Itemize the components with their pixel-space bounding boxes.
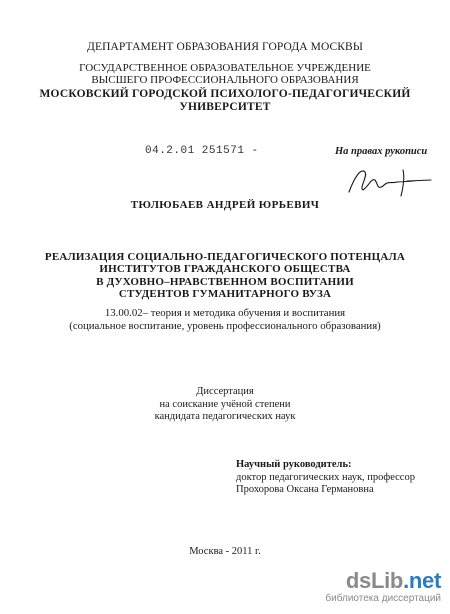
- university-name: [0, 88, 450, 114]
- dslib-logo-part-1: dsLib: [345, 568, 404, 593]
- specialty-detail-line: (социальное воспитание, уровень профессионального образования): [69, 319, 381, 332]
- institution-type: [0, 62, 450, 86]
- author-signature: [345, 162, 435, 200]
- title-line-1: РЕАЛИЗАЦИЯ СОЦИАЛЬНО-ПЕДАГОГИЧЕСКОГО ПОТЕНЦАЛА: [44, 251, 406, 263]
- institution-type-line-2: ВЫСШЕГО ПРОФЕССИОНАЛЬНОГО ОБРАЗОВАНИЯ: [91, 74, 359, 86]
- manuscript-rights-note: На правах рукописи: [335, 146, 428, 157]
- advisor-label: Научный руководитель:: [236, 459, 352, 470]
- title-line-4: СТУДЕНТОВ ГУМАНИТАРНОГО ВУЗА: [118, 287, 332, 300]
- dissertation-title: [0, 251, 450, 300]
- university-name-line-2: УНИВЕРСИТЕТ: [179, 101, 271, 113]
- degree-statement-line-3: кандидата педагогических наук: [154, 411, 296, 422]
- university-name-line-1: МОСКОВСКИЙ ГОРОДСКОЙ ПСИХОЛОГО-ПЕДАГОГИЧЕСКИЙ: [39, 88, 411, 100]
- advisor-degree: доктор педагогических наук, профессор: [236, 471, 415, 483]
- degree-statement-line-2: на соискание учёной степени: [159, 398, 291, 410]
- dslib-logo-part-2: .net: [403, 568, 441, 593]
- department-name: ДЕПАРТАМЕНТ ОБРАЗОВАНИЯ ГОРОДА МОСКВЫ: [87, 41, 363, 53]
- city-year: Москва - 2011 г.: [189, 546, 261, 557]
- degree-statement: [0, 386, 450, 424]
- dslib-logo: [325, 570, 441, 592]
- scientific-advisor: [236, 459, 415, 497]
- specialty: [0, 307, 450, 332]
- specialty-code-line: 13.00.02– теория и методика обучения и воспитания: [104, 307, 346, 319]
- institution-type-line-1: ГОСУДАРСТВЕННОЕ ОБРАЗОВАТЕЛЬНОЕ УЧРЕЖДЕНИЕ: [79, 62, 371, 74]
- author-name: ТЮЛЮБАЕВ АНДРЕЙ ЮРЬЕВИЧ: [130, 199, 320, 211]
- degree-statement-line-1: Диссертация: [196, 386, 254, 397]
- dslib-watermark: [325, 570, 441, 605]
- title-line-3: В ДУХОВНО–НРАВСТВЕННОМ ВОСПИТАНИИ: [96, 275, 354, 288]
- dslib-subtitle: библиотека диссертаций: [325, 593, 441, 604]
- registration-stamp: 04.2.01 251571 -: [145, 145, 259, 157]
- advisor-name: Прохорова Оксана Германовна: [236, 484, 374, 495]
- title-line-2: ИНСТИТУТОВ ГРАЖДАНСКОГО ОБЩЕСТВА: [99, 263, 351, 276]
